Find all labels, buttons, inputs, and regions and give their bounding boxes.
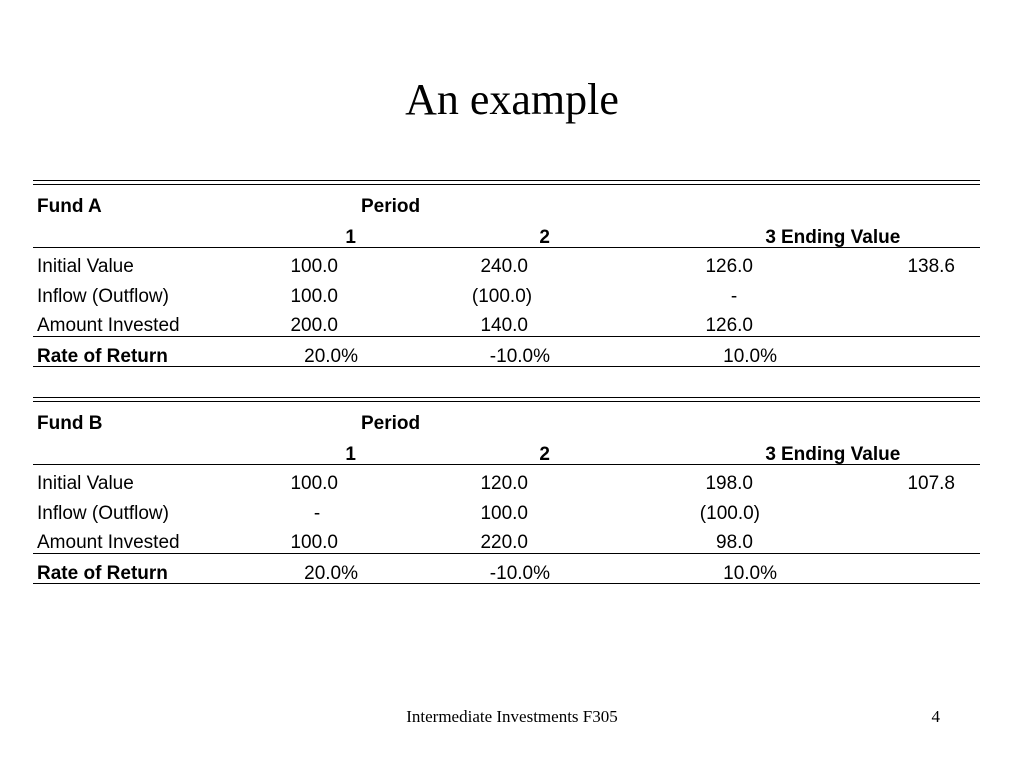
- slide-title: An example: [405, 75, 619, 124]
- row-rule: [33, 336, 980, 337]
- period-label: Period: [361, 413, 421, 434]
- cell-p1: 100.0: [290, 286, 338, 307]
- cell-p1: 100.0: [290, 473, 338, 494]
- cell-p3: 126.0: [705, 256, 753, 277]
- rate-of-return-label: Rate of Return: [37, 346, 168, 367]
- period-header-1: 1: [345, 227, 356, 248]
- page-number: 4: [931, 707, 940, 726]
- ror-p3: 10.0%: [723, 563, 777, 584]
- header-rule: [33, 247, 980, 248]
- cell-ending: 107.8: [907, 473, 955, 494]
- cell-p2: 140.0: [480, 315, 528, 336]
- header-rule: [33, 464, 980, 465]
- cell-p1: -: [313, 503, 321, 524]
- cell-p2: 220.0: [480, 532, 528, 553]
- ending-value-header: Ending Value: [781, 444, 901, 465]
- footer-course-title: Intermediate Investments F305: [406, 707, 618, 726]
- ending-value-header: Ending Value: [781, 227, 901, 248]
- fund-label: Fund A: [37, 196, 102, 217]
- row-label: Initial Value: [37, 473, 134, 494]
- cell-p2: 240.0: [480, 256, 528, 277]
- ror-p3: 10.0%: [723, 346, 777, 367]
- row-label: Amount Invested: [37, 532, 180, 553]
- ror-p2: -10.0%: [489, 563, 550, 584]
- rate-of-return-label: Rate of Return: [37, 563, 168, 584]
- period-label: Period: [361, 196, 421, 217]
- row-label: Initial Value: [37, 256, 134, 277]
- period-header-3: 3: [765, 227, 776, 248]
- row-label: Inflow (Outflow): [37, 286, 169, 307]
- cell-ending: 138.6: [907, 256, 955, 277]
- cell-p3: 126.0: [705, 315, 753, 336]
- ror-rule: [33, 583, 980, 584]
- cell-p1: 200.0: [290, 315, 338, 336]
- double-rule-top: [33, 180, 980, 181]
- period-header-2: 2: [539, 444, 550, 465]
- period-header-2: 2: [539, 227, 550, 248]
- ror-p1: 20.0%: [304, 563, 358, 584]
- cell-p3: (100.0): [699, 503, 760, 524]
- ror-rule: [33, 366, 980, 367]
- fund-label: Fund B: [37, 413, 103, 434]
- double-rule-bottom: [33, 184, 980, 185]
- cell-p1: 100.0: [290, 256, 338, 277]
- row-rule: [33, 553, 980, 554]
- period-header-3: 3: [765, 444, 776, 465]
- cell-p3: 98.0: [716, 532, 753, 553]
- ror-p1: 20.0%: [304, 346, 358, 367]
- cell-p2: 120.0: [480, 473, 528, 494]
- double-rule-bottom: [33, 401, 980, 402]
- cell-p2: 100.0: [480, 503, 528, 524]
- double-rule-top: [33, 397, 980, 398]
- cell-p3: -: [730, 286, 738, 307]
- row-label: Inflow (Outflow): [37, 503, 169, 524]
- cell-p2: (100.0): [471, 286, 533, 307]
- row-label: Amount Invested: [37, 315, 180, 336]
- cell-p3: 198.0: [705, 473, 753, 494]
- cell-p1: 100.0: [290, 532, 338, 553]
- period-header-1: 1: [345, 444, 356, 465]
- ror-p2: -10.0%: [489, 346, 550, 367]
